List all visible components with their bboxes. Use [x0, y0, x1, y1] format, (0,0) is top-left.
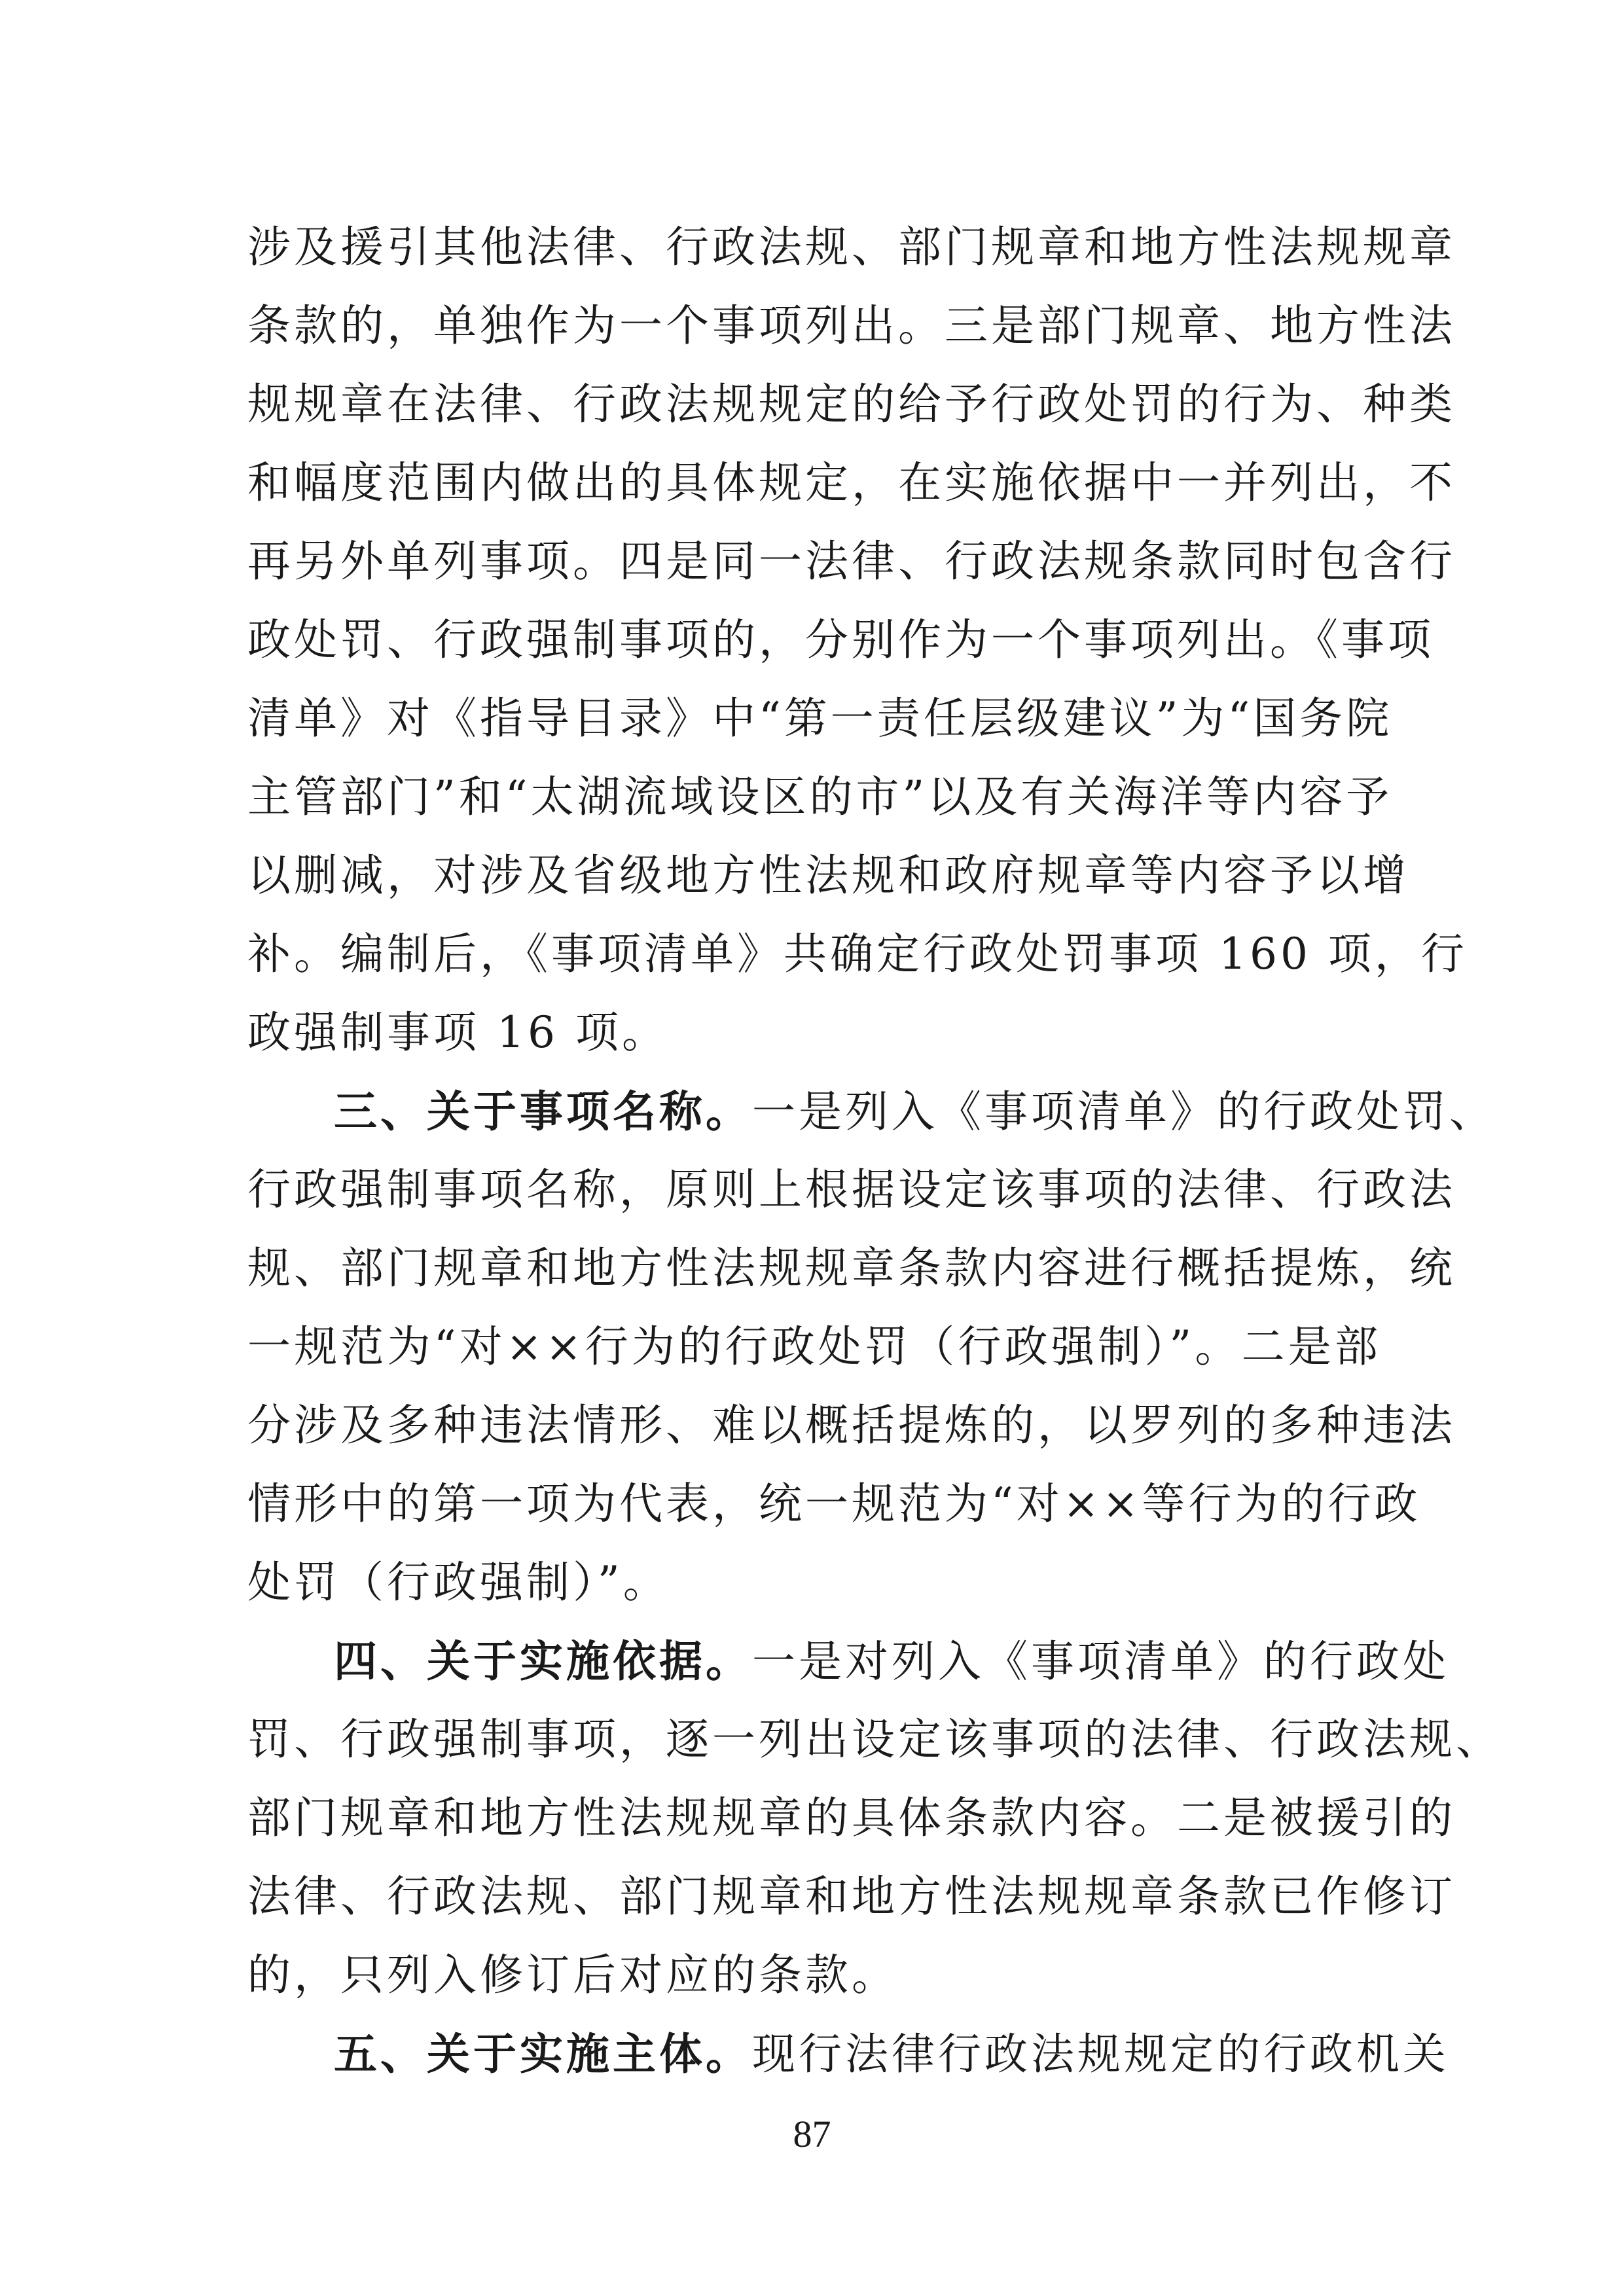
text-line: 罚、行政强制事项，逐一列出设定该事项的法律、行政法规、: [247, 1714, 1502, 1765]
section-first-line: [247, 1072, 1496, 1151]
text-line: 法律、行政法规、部门规章和地方性法规规章条款已作修订: [247, 1871, 1456, 1922]
text-line: 补。编制后，《事项清单》共确定行政处罚事项 160 项，行: [247, 929, 1468, 979]
text-line: 主管部门”和“太湖流域设区的市”以及有关海洋等内容予: [247, 772, 1393, 822]
text-line: 政处罚、行政强制事项的，分别作为一个事项列出。《事项: [247, 615, 1434, 665]
section-implementing-body: [247, 2015, 1449, 2093]
text-line: 以删减，对涉及省级地方性法规和政府规章等内容予以增: [247, 850, 1409, 901]
text-line: 处罚（行政强制）”。: [247, 1557, 670, 1607]
body-text: [247, 208, 1502, 2093]
text-line: 一规范为“对××行为的行政处罚（行政强制）”。二是部: [247, 1321, 1381, 1372]
section-text: 一是对列入《事项清单》的行政处: [752, 1636, 1449, 1687]
section-legal-basis: [247, 1622, 1502, 2015]
text-line: 分涉及多种违法情形、难以概括提炼的，以罗列的多种违法: [247, 1400, 1456, 1450]
text-line: 政强制事项 16 项。: [247, 1007, 668, 1058]
section-first-line: [247, 1622, 1449, 1700]
page-number: 87: [793, 2113, 831, 2155]
text-line: 清单》对《指导目录》中“第一责任层级建议”为“国务院: [247, 693, 1393, 744]
text-line: 再另外单列事项。四是同一法律、行政法规条款同时包含行: [247, 536, 1456, 586]
paragraph-continuation: [247, 208, 1468, 1072]
text-line: 的，只列入修订后对应的条款。: [247, 1950, 898, 2000]
section-first-line: [247, 2015, 1449, 2093]
section-text: 现行法律行政法规规定的行政机关: [752, 2029, 1449, 2079]
text-line: 行政强制事项名称，原则上根据设定该事项的法律、行政法: [247, 1164, 1456, 1215]
text-line: 规、部门规章和地方性法规规章条款内容进行概括提炼，统: [247, 1243, 1456, 1293]
text-line: 条款的，单独作为一个事项列出。三是部门规章、地方性法: [247, 300, 1456, 351]
section-heading: 五、关于实施主体。: [334, 2028, 752, 2079]
text-line: 涉及援引其他法律、行政法规、部门规章和地方性法规规章: [247, 222, 1456, 272]
text-line: 和幅度范围内做出的具体规定，在实施依据中一并列出，不: [247, 457, 1456, 508]
text-line: 部门规章和地方性法规规章的具体条款内容。二是被援引的: [247, 1793, 1456, 1843]
section-item-names: [247, 1072, 1496, 1622]
section-text: 一是列入《事项清单》的行政处罚、: [752, 1086, 1496, 1137]
text-line: 情形中的第一项为代表，统一规范为“对××等行为的行政: [247, 1479, 1421, 1529]
section-heading: 四、关于实施依据。: [334, 1636, 752, 1687]
section-heading: 三、关于事项名称。: [334, 1086, 752, 1137]
text-line: 规规章在法律、行政法规规定的给予行政处罚的行为、种类: [247, 379, 1456, 429]
